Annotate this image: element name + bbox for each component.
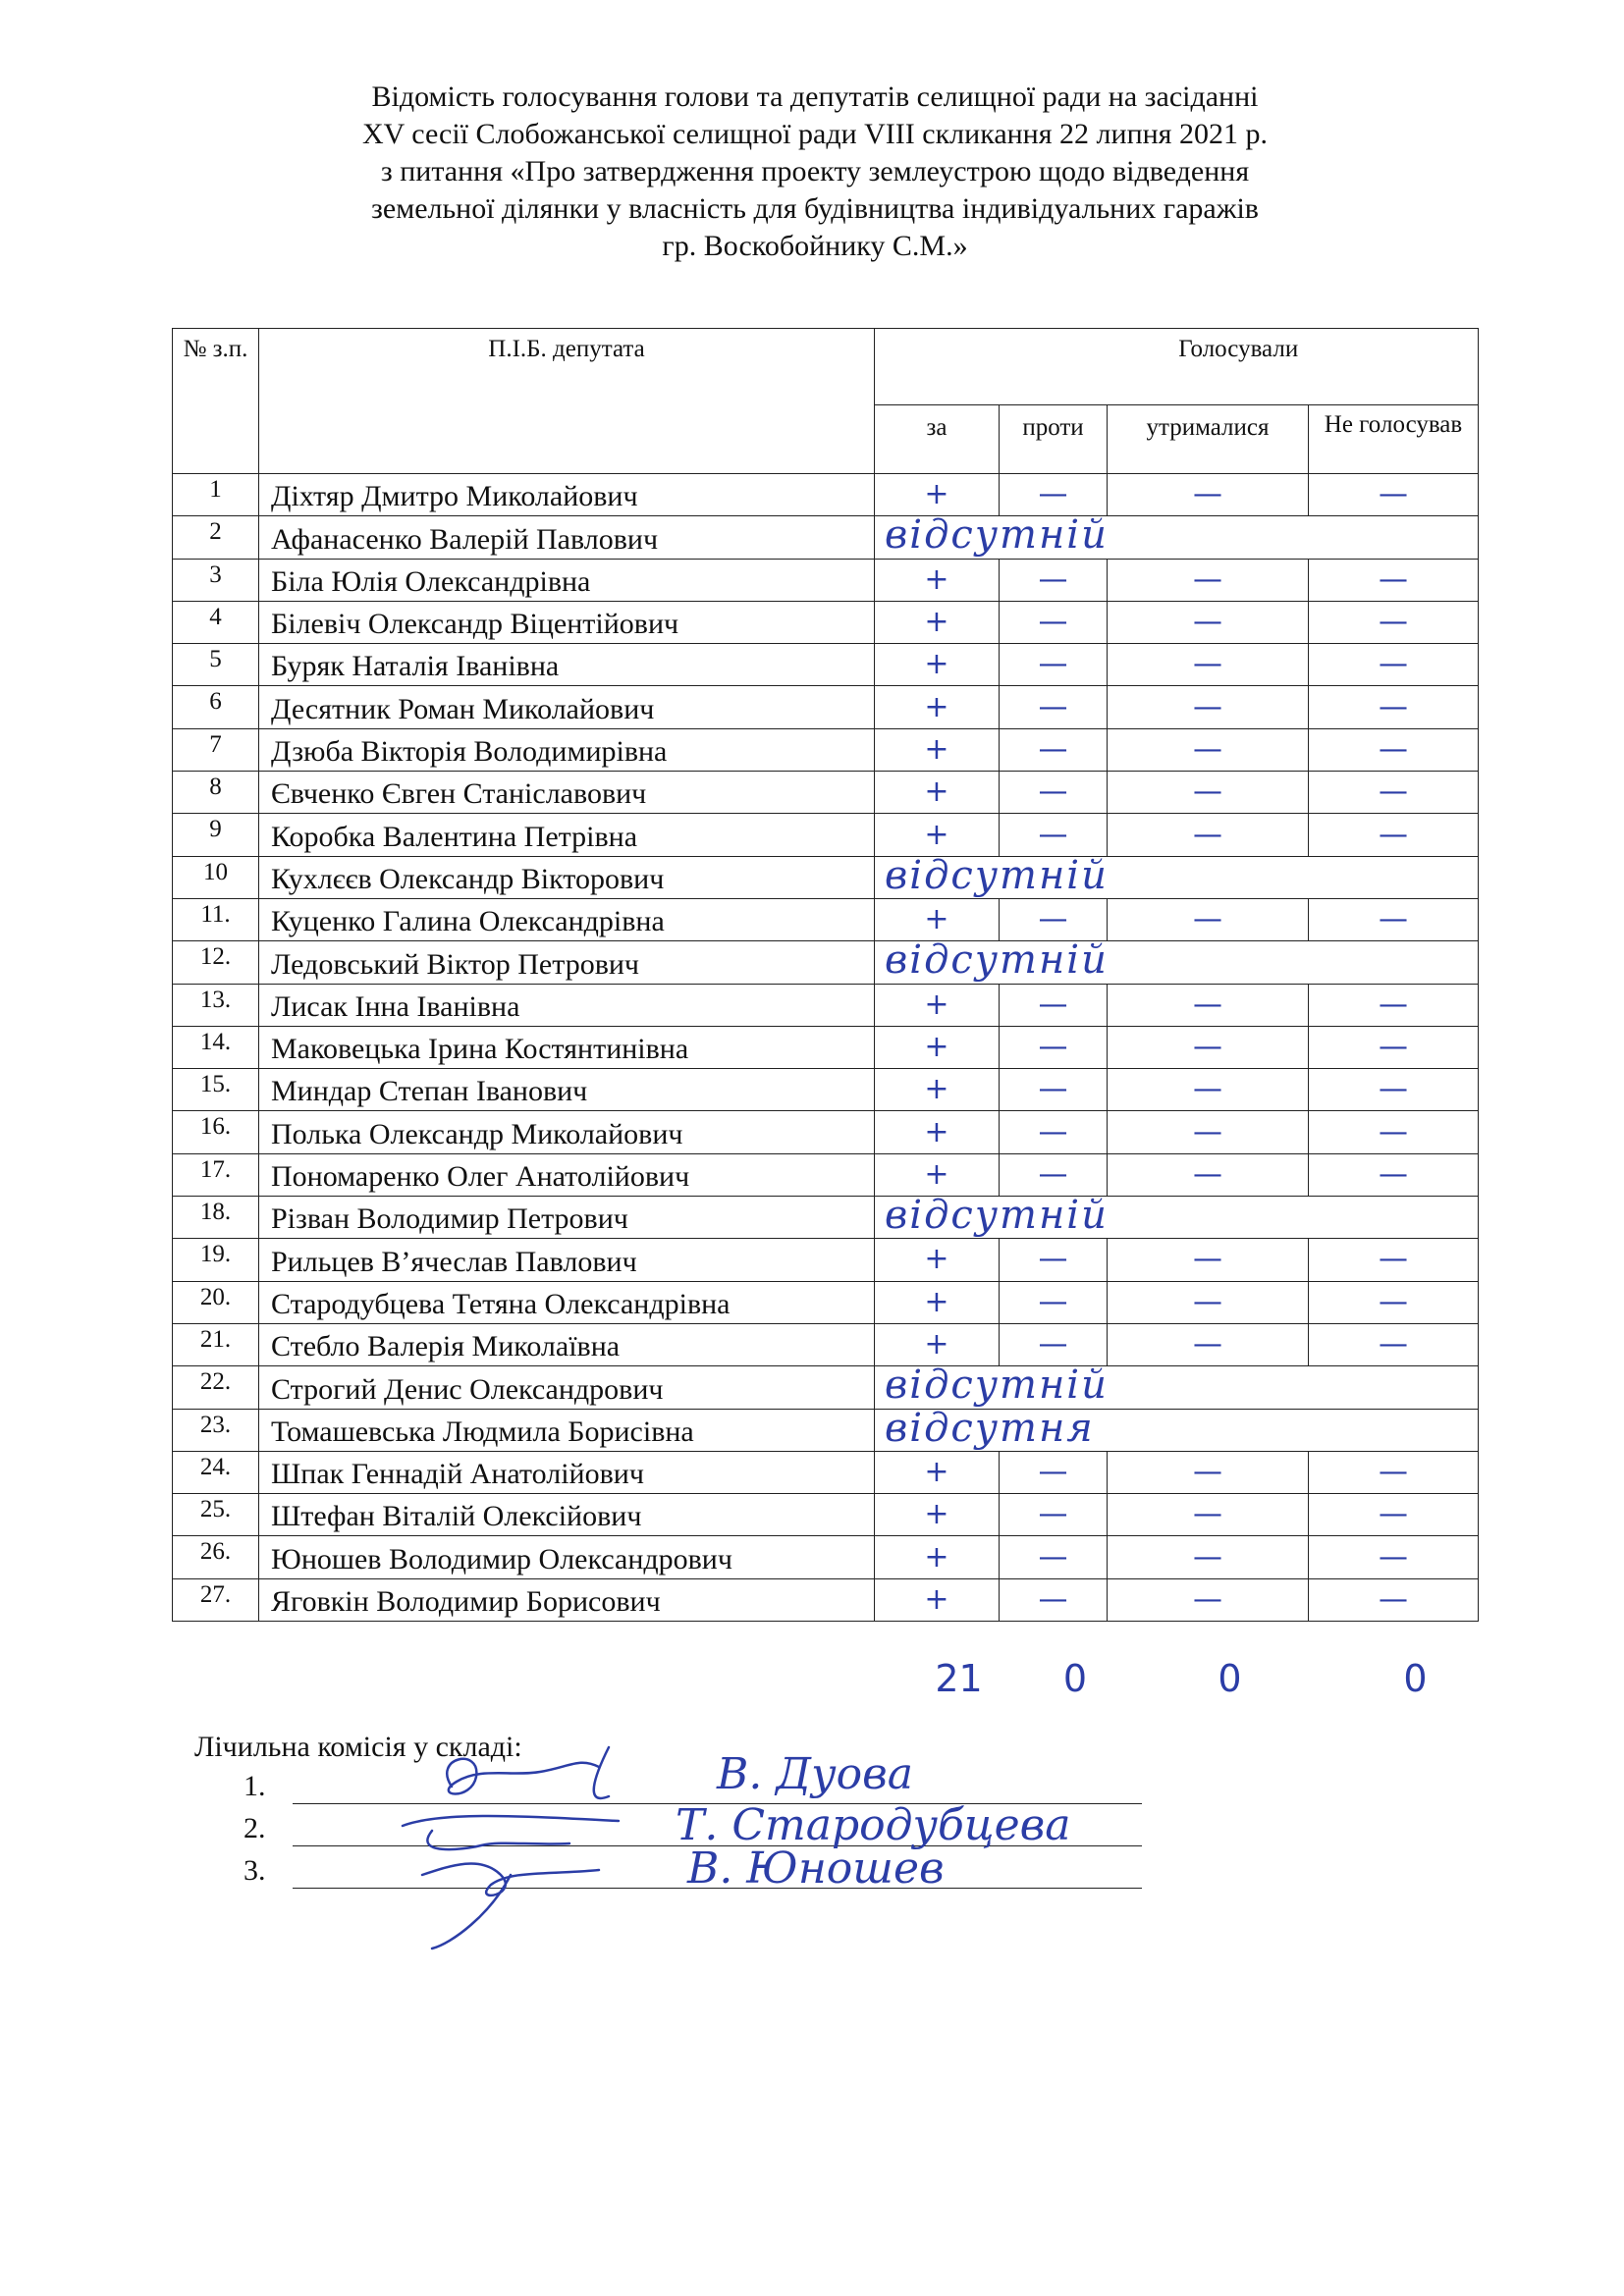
vote-against-mark: —	[1000, 1451, 1108, 1493]
vote-against-mark: —	[1000, 559, 1108, 601]
vote-abstained-mark: —	[1108, 1026, 1309, 1068]
vote-not-voted-mark: —	[1309, 1111, 1479, 1153]
header-against: проти	[1000, 405, 1108, 474]
absent-mark: відсутній	[885, 1362, 1109, 1409]
vote-abstained-mark: —	[1108, 728, 1309, 771]
vote-abstained-mark: —	[1108, 1111, 1309, 1153]
table-row	[173, 1494, 1479, 1536]
header-spacer	[875, 329, 1000, 405]
table-row	[173, 559, 1479, 601]
title-line-5: гр. Воскобойнику С.М.»	[662, 230, 968, 262]
vote-abstained-mark: —	[1108, 1153, 1309, 1196]
header-voted: Голосували	[1000, 329, 1479, 405]
vote-for-mark: +	[875, 686, 1000, 728]
vote-abstained-mark: —	[1108, 814, 1309, 856]
table-row	[173, 644, 1479, 686]
title-line-2: XV сесії Слобожанської селищної ради VIII скликання 22 липня 2021 р.	[362, 118, 1268, 150]
row-number: 3	[173, 559, 259, 601]
vote-not-voted-mark: —	[1309, 1494, 1479, 1536]
vote-abstained-mark: —	[1108, 686, 1309, 728]
vote-abstained-mark: —	[1108, 601, 1309, 643]
title-line-3: з питання «Про затвердження проекту землеустрою щодо відведення	[380, 155, 1250, 187]
row-number: 14.	[173, 1026, 259, 1068]
vote-abstained-mark: —	[1108, 1494, 1309, 1536]
vote-for-mark: +	[875, 474, 1000, 516]
absent-mark: відсутня	[885, 1405, 1095, 1451]
total-abstained: 0	[1218, 1657, 1242, 1700]
vote-against-mark: —	[1000, 644, 1108, 686]
deputy-name: Білевіч Олександр Віцентійович	[259, 601, 875, 643]
title-line-1: Відомість голосування голови та депутатів селищної ради на засіданні	[371, 80, 1259, 113]
vote-against-mark: —	[1000, 1153, 1108, 1196]
vote-abstained-mark: —	[1108, 1578, 1309, 1621]
row-number: 6	[173, 686, 259, 728]
commission-line-3	[244, 1854, 266, 1888]
vote-abstained-mark: —	[1108, 984, 1309, 1026]
vote-for-mark: +	[875, 1069, 1000, 1111]
header-num: № з.п.	[173, 329, 259, 474]
row-number: 27.	[173, 1578, 259, 1621]
row-number: 4	[173, 601, 259, 643]
vote-abstained-mark: —	[1108, 1069, 1309, 1111]
vote-abstained-mark: —	[1108, 1536, 1309, 1578]
row-number: 2	[173, 516, 259, 559]
vote-abstained-mark: —	[1108, 1239, 1309, 1281]
vote-for-mark: +	[875, 1281, 1000, 1323]
row-number: 8	[173, 772, 259, 814]
signature-1: В. Дуова	[717, 1749, 913, 1799]
vote-for-mark: +	[875, 1451, 1000, 1493]
vote-for-mark: +	[875, 1536, 1000, 1578]
row-number: 22.	[173, 1366, 259, 1409]
vote-for-mark: +	[875, 814, 1000, 856]
table-row	[173, 686, 1479, 728]
vote-not-voted-mark: —	[1309, 728, 1479, 771]
vote-not-voted-mark: —	[1309, 601, 1479, 643]
document-title	[157, 79, 1473, 265]
vote-not-voted-mark: —	[1309, 686, 1479, 728]
vote-for-mark: +	[875, 1239, 1000, 1281]
vote-for-mark: +	[875, 898, 1000, 940]
vote-not-voted-mark: —	[1309, 814, 1479, 856]
absent-cell	[875, 852, 1479, 898]
row-number: 19.	[173, 1239, 259, 1281]
absent-mark: відсутній	[885, 512, 1109, 559]
table-row	[173, 1153, 1479, 1196]
deputy-name: Лисак Інна Іванівна	[259, 984, 875, 1026]
table-row	[173, 898, 1479, 940]
table-row	[173, 856, 1479, 898]
row-number: 12.	[173, 941, 259, 984]
vote-against-mark: —	[1000, 1536, 1108, 1578]
table-row	[173, 1111, 1479, 1153]
vote-for-mark: +	[875, 1026, 1000, 1068]
row-number: 1	[173, 474, 259, 516]
commission-line-1	[244, 1770, 266, 1803]
deputy-name: Строгий Денис Олександрович	[259, 1366, 875, 1409]
row-number: 9	[173, 814, 259, 856]
row-number: 24.	[173, 1451, 259, 1493]
absent-mark: відсутній	[885, 1193, 1109, 1239]
vote-not-voted-mark: —	[1309, 772, 1479, 814]
table-row	[173, 1239, 1479, 1281]
deputy-name: Біла Юлія Олександрівна	[259, 559, 875, 601]
commission-line-2	[244, 1812, 266, 1845]
deputy-name: Томашевська Людмила Борисівна	[259, 1409, 875, 1451]
vote-abstained-mark: —	[1108, 559, 1309, 601]
deputy-name: Дзюба Вікторія Володимирівна	[259, 728, 875, 771]
table-row	[173, 984, 1479, 1026]
vote-for-mark: +	[875, 1578, 1000, 1621]
commission-num-3: 3.	[244, 1854, 266, 1887]
vote-against-mark: —	[1000, 1281, 1108, 1323]
table-row	[173, 601, 1479, 643]
row-number: 16.	[173, 1111, 259, 1153]
row-number: 15.	[173, 1069, 259, 1111]
vote-not-voted-mark: —	[1309, 644, 1479, 686]
vote-not-voted-mark: —	[1309, 898, 1479, 940]
deputy-name: Кухлєєв Олександр Вікторович	[259, 856, 875, 898]
header-for: за	[875, 405, 1000, 474]
table-row	[173, 1323, 1479, 1365]
vote-against-mark: —	[1000, 772, 1108, 814]
commission-num-1: 1.	[244, 1770, 266, 1802]
absent-cell	[875, 1405, 1479, 1451]
row-number: 26.	[173, 1536, 259, 1578]
vote-not-voted-mark: —	[1309, 984, 1479, 1026]
vote-for-mark: +	[875, 1323, 1000, 1365]
row-number: 13.	[173, 984, 259, 1026]
vote-against-mark: —	[1000, 686, 1108, 728]
vote-abstained-mark: —	[1108, 1281, 1309, 1323]
absent-mark: відсутній	[885, 852, 1109, 898]
absent-cell	[875, 1362, 1479, 1409]
title-line-4: земельної ділянки у власність для будівництва індивідуальних гаражів	[371, 192, 1259, 225]
row-number: 11.	[173, 898, 259, 940]
vote-against-mark: —	[1000, 1494, 1108, 1536]
deputy-name: Рильцев В’ячеслав Павлович	[259, 1239, 875, 1281]
vote-for-mark: +	[875, 1111, 1000, 1153]
vote-against-mark: —	[1000, 1111, 1108, 1153]
absent-cell	[875, 937, 1479, 984]
absent-cell	[875, 512, 1479, 559]
total-against: 0	[1062, 1657, 1088, 1700]
vote-for-mark: +	[875, 601, 1000, 643]
vote-abstained-mark: —	[1108, 898, 1309, 940]
vote-for-mark: +	[875, 772, 1000, 814]
vote-not-voted-mark: —	[1309, 1239, 1479, 1281]
vote-not-voted-mark: —	[1309, 1536, 1479, 1578]
absent-mark: відсутній	[885, 937, 1109, 984]
row-number: 25.	[173, 1494, 259, 1536]
voting-table	[172, 328, 1479, 1622]
total-for: 21	[935, 1657, 983, 1700]
deputy-name: Юношев Володимир Олександрович	[259, 1536, 875, 1578]
table-row	[173, 1578, 1479, 1621]
table-row	[173, 1281, 1479, 1323]
header-abstained: утрималися	[1108, 405, 1309, 474]
table-row	[173, 1536, 1479, 1578]
vote-abstained-mark: —	[1108, 772, 1309, 814]
table-row	[173, 1069, 1479, 1111]
row-number: 21.	[173, 1323, 259, 1365]
vote-not-voted-mark: —	[1309, 1069, 1479, 1111]
table-row	[173, 474, 1479, 516]
table-row	[173, 1026, 1479, 1068]
table-body	[173, 474, 1479, 1622]
vote-against-mark: —	[1000, 1323, 1108, 1365]
row-number: 17.	[173, 1153, 259, 1196]
deputy-name: Маковецька Ірина Костянтинівна	[259, 1026, 875, 1068]
vote-not-voted-mark: —	[1309, 1451, 1479, 1493]
table-row	[173, 728, 1479, 771]
vote-against-mark: —	[1000, 1239, 1108, 1281]
row-number: 18.	[173, 1197, 259, 1239]
table-row	[173, 1409, 1479, 1451]
total-not-voted: 0	[1403, 1657, 1428, 1700]
deputy-name: Стародубцева Тетяна Олександрівна	[259, 1281, 875, 1323]
deputy-name: Євченко Євген Станіславович	[259, 772, 875, 814]
vote-against-mark: —	[1000, 728, 1108, 771]
vote-for-mark: +	[875, 728, 1000, 771]
deputy-name: Яговкін Володимир Борисович	[259, 1578, 875, 1621]
vote-against-mark: —	[1000, 1026, 1108, 1068]
deputy-name: Шпак Геннадій Анатолійович	[259, 1451, 875, 1493]
vote-against-mark: —	[1000, 898, 1108, 940]
vote-against-mark: —	[1000, 474, 1108, 516]
deputy-name: Десятник Роман Миколайович	[259, 686, 875, 728]
deputy-name: Полька Олександр Миколайович	[259, 1111, 875, 1153]
row-number: 7	[173, 728, 259, 771]
vote-for-mark: +	[875, 984, 1000, 1026]
commission-label: Лічильна комісія у складі:	[194, 1731, 522, 1763]
vote-not-voted-mark: —	[1309, 1578, 1479, 1621]
vote-not-voted-mark: —	[1309, 1281, 1479, 1323]
header-not-voted: Не голосував	[1309, 405, 1479, 474]
table-row	[173, 1366, 1479, 1409]
deputy-name: Буряк Наталія Іванівна	[259, 644, 875, 686]
absent-cell	[875, 1193, 1479, 1239]
vote-against-mark: —	[1000, 601, 1108, 643]
vote-totals	[172, 1657, 1478, 1706]
table-row	[173, 1451, 1479, 1493]
signature-scribble-icon	[373, 1728, 697, 1963]
deputy-name: Ледовський Віктор Петрович	[259, 941, 875, 984]
table-row	[173, 941, 1479, 984]
commission-num-2: 2.	[244, 1812, 266, 1844]
vote-against-mark: —	[1000, 1578, 1108, 1621]
vote-for-mark: +	[875, 559, 1000, 601]
deputy-name: Стебло Валерія Миколаївна	[259, 1323, 875, 1365]
row-number: 20.	[173, 1281, 259, 1323]
vote-not-voted-mark: —	[1309, 1026, 1479, 1068]
vote-against-mark: —	[1000, 814, 1108, 856]
signature-3: В. Юношев	[687, 1843, 945, 1894]
vote-abstained-mark: —	[1108, 474, 1309, 516]
row-number: 10	[173, 856, 259, 898]
deputy-name: Афанасенко Валерій Павлович	[259, 516, 875, 559]
vote-abstained-mark: —	[1108, 644, 1309, 686]
deputy-name: Миндар Степан Іванович	[259, 1069, 875, 1111]
vote-abstained-mark: —	[1108, 1323, 1309, 1365]
row-number: 23.	[173, 1409, 259, 1451]
vote-against-mark: —	[1000, 1069, 1108, 1111]
header-name: П.І.Б. депутата	[259, 329, 875, 474]
vote-against-mark: —	[1000, 984, 1108, 1026]
deputy-name: Діхтяр Дмитро Миколайович	[259, 474, 875, 516]
vote-for-mark: +	[875, 1153, 1000, 1196]
deputy-name: Коробка Валентина Петрівна	[259, 814, 875, 856]
table-row	[173, 1197, 1479, 1239]
deputy-name: Куценко Галина Олександрівна	[259, 898, 875, 940]
deputy-name: Пономаренко Олег Анатолійович	[259, 1153, 875, 1196]
deputy-name: Штефан Віталій Олексійович	[259, 1494, 875, 1536]
table-row	[173, 516, 1479, 559]
vote-for-mark: +	[875, 1494, 1000, 1536]
table-row	[173, 814, 1479, 856]
vote-for-mark: +	[875, 644, 1000, 686]
vote-abstained-mark: —	[1108, 1451, 1309, 1493]
table-row	[173, 772, 1479, 814]
signature-2: Т. Стародубцева	[676, 1800, 1071, 1850]
row-number: 5	[173, 644, 259, 686]
vote-not-voted-mark: —	[1309, 1323, 1479, 1365]
vote-not-voted-mark: —	[1309, 1153, 1479, 1196]
vote-not-voted-mark: —	[1309, 559, 1479, 601]
vote-not-voted-mark: —	[1309, 474, 1479, 516]
deputy-name: Різван Володимир Петрович	[259, 1197, 875, 1239]
